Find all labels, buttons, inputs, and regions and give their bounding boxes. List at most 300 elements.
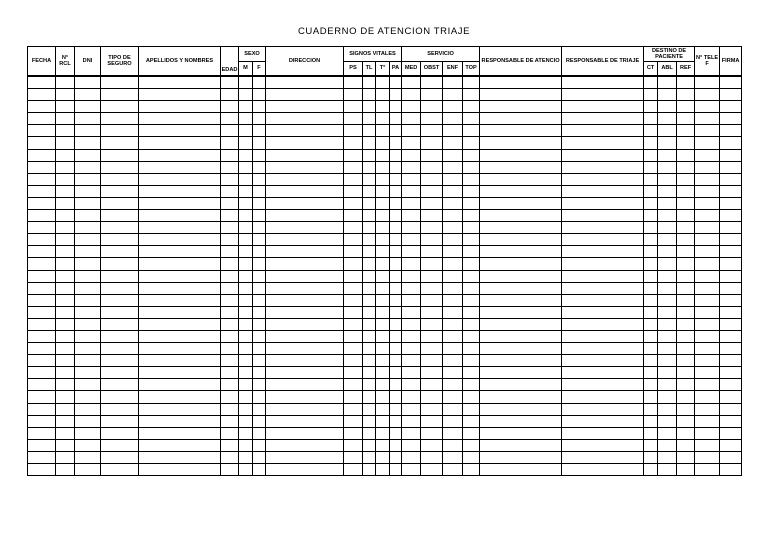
table-cell[interactable]	[421, 197, 443, 209]
table-cell[interactable]	[463, 101, 480, 113]
table-cell[interactable]	[28, 367, 56, 379]
table-cell[interactable]	[266, 330, 344, 342]
table-cell[interactable]	[363, 234, 376, 246]
table-cell[interactable]	[402, 76, 421, 89]
table-cell[interactable]	[344, 210, 363, 222]
table-cell[interactable]	[644, 125, 658, 137]
table-cell[interactable]	[221, 306, 239, 318]
table-cell[interactable]	[363, 330, 376, 342]
table-cell[interactable]	[644, 294, 658, 306]
table-cell[interactable]	[221, 415, 239, 427]
table-cell[interactable]	[363, 137, 376, 149]
table-cell[interactable]	[253, 464, 266, 476]
table-cell[interactable]	[658, 367, 677, 379]
table-cell[interactable]	[363, 464, 376, 476]
table-cell[interactable]	[56, 379, 75, 391]
table-cell[interactable]	[677, 101, 695, 113]
table-cell[interactable]	[101, 113, 139, 125]
table-cell[interactable]	[677, 391, 695, 403]
table-cell[interactable]	[344, 185, 363, 197]
table-cell[interactable]	[28, 451, 56, 463]
table-cell[interactable]	[139, 415, 221, 427]
table-cell[interactable]	[658, 149, 677, 161]
table-cell[interactable]	[402, 89, 421, 101]
table-cell[interactable]	[443, 89, 463, 101]
table-cell[interactable]	[253, 89, 266, 101]
table-cell[interactable]	[443, 367, 463, 379]
table-cell[interactable]	[562, 222, 644, 234]
table-cell[interactable]	[253, 149, 266, 161]
table-cell[interactable]	[363, 76, 376, 89]
table-cell[interactable]	[101, 258, 139, 270]
table-cell[interactable]	[421, 343, 443, 355]
table-cell[interactable]	[101, 197, 139, 209]
table-cell[interactable]	[56, 391, 75, 403]
table-cell[interactable]	[402, 282, 421, 294]
table-cell[interactable]	[363, 210, 376, 222]
table-cell[interactable]	[463, 343, 480, 355]
table-cell[interactable]	[266, 451, 344, 463]
table-cell[interactable]	[266, 76, 344, 89]
table-cell[interactable]	[443, 464, 463, 476]
table-cell[interactable]	[421, 89, 443, 101]
table-cell[interactable]	[463, 246, 480, 258]
table-cell[interactable]	[75, 270, 101, 282]
table-cell[interactable]	[239, 464, 253, 476]
table-cell[interactable]	[677, 173, 695, 185]
table-cell[interactable]	[344, 149, 363, 161]
table-cell[interactable]	[463, 294, 480, 306]
table-cell[interactable]	[390, 185, 402, 197]
table-cell[interactable]	[644, 379, 658, 391]
table-cell[interactable]	[253, 306, 266, 318]
table-cell[interactable]	[239, 222, 253, 234]
table-cell[interactable]	[421, 355, 443, 367]
table-cell[interactable]	[363, 197, 376, 209]
table-cell[interactable]	[376, 330, 390, 342]
table-cell[interactable]	[480, 318, 562, 330]
table-cell[interactable]	[28, 427, 56, 439]
table-cell[interactable]	[644, 246, 658, 258]
table-cell[interactable]	[56, 137, 75, 149]
table-cell[interactable]	[376, 125, 390, 137]
table-cell[interactable]	[421, 318, 443, 330]
table-cell[interactable]	[56, 234, 75, 246]
table-cell[interactable]	[239, 439, 253, 451]
table-cell[interactable]	[390, 149, 402, 161]
table-cell[interactable]	[239, 282, 253, 294]
table-cell[interactable]	[644, 282, 658, 294]
table-cell[interactable]	[720, 330, 742, 342]
table-cell[interactable]	[677, 355, 695, 367]
table-cell[interactable]	[221, 149, 239, 161]
table-cell[interactable]	[720, 185, 742, 197]
table-cell[interactable]	[562, 161, 644, 173]
table-cell[interactable]	[266, 210, 344, 222]
table-cell[interactable]	[644, 258, 658, 270]
table-cell[interactable]	[480, 258, 562, 270]
table-cell[interactable]	[363, 379, 376, 391]
table-cell[interactable]	[562, 258, 644, 270]
table-cell[interactable]	[363, 113, 376, 125]
table-cell[interactable]	[677, 306, 695, 318]
table-cell[interactable]	[376, 246, 390, 258]
table-cell[interactable]	[463, 76, 480, 89]
table-cell[interactable]	[562, 367, 644, 379]
table-cell[interactable]	[56, 318, 75, 330]
table-cell[interactable]	[239, 330, 253, 342]
table-cell[interactable]	[695, 451, 720, 463]
table-cell[interactable]	[390, 197, 402, 209]
table-cell[interactable]	[443, 306, 463, 318]
table-cell[interactable]	[101, 391, 139, 403]
table-cell[interactable]	[75, 125, 101, 137]
table-cell[interactable]	[644, 210, 658, 222]
table-cell[interactable]	[253, 246, 266, 258]
table-cell[interactable]	[677, 246, 695, 258]
table-cell[interactable]	[658, 318, 677, 330]
table-cell[interactable]	[720, 101, 742, 113]
table-cell[interactable]	[363, 125, 376, 137]
table-cell[interactable]	[253, 113, 266, 125]
table-cell[interactable]	[344, 330, 363, 342]
table-cell[interactable]	[677, 427, 695, 439]
table-cell[interactable]	[463, 318, 480, 330]
table-cell[interactable]	[101, 330, 139, 342]
table-cell[interactable]	[677, 258, 695, 270]
table-cell[interactable]	[480, 415, 562, 427]
table-cell[interactable]	[266, 222, 344, 234]
table-cell[interactable]	[56, 294, 75, 306]
table-cell[interactable]	[480, 234, 562, 246]
table-cell[interactable]	[266, 270, 344, 282]
table-cell[interactable]	[695, 343, 720, 355]
table-cell[interactable]	[443, 149, 463, 161]
table-cell[interactable]	[390, 451, 402, 463]
table-cell[interactable]	[344, 306, 363, 318]
table-cell[interactable]	[376, 161, 390, 173]
table-cell[interactable]	[28, 246, 56, 258]
table-cell[interactable]	[390, 113, 402, 125]
table-cell[interactable]	[28, 391, 56, 403]
table-cell[interactable]	[376, 306, 390, 318]
table-cell[interactable]	[402, 258, 421, 270]
table-cell[interactable]	[363, 367, 376, 379]
table-cell[interactable]	[221, 403, 239, 415]
table-cell[interactable]	[253, 125, 266, 137]
table-cell[interactable]	[390, 294, 402, 306]
table-cell[interactable]	[139, 258, 221, 270]
table-cell[interactable]	[480, 306, 562, 318]
table-cell[interactable]	[463, 403, 480, 415]
table-cell[interactable]	[480, 246, 562, 258]
table-cell[interactable]	[677, 210, 695, 222]
table-cell[interactable]	[75, 306, 101, 318]
table-cell[interactable]	[720, 197, 742, 209]
table-cell[interactable]	[28, 403, 56, 415]
table-cell[interactable]	[443, 355, 463, 367]
table-cell[interactable]	[421, 391, 443, 403]
table-cell[interactable]	[402, 161, 421, 173]
table-cell[interactable]	[253, 185, 266, 197]
table-cell[interactable]	[101, 234, 139, 246]
table-cell[interactable]	[695, 294, 720, 306]
table-cell[interactable]	[28, 197, 56, 209]
table-cell[interactable]	[402, 355, 421, 367]
table-cell[interactable]	[720, 76, 742, 89]
table-cell[interactable]	[75, 149, 101, 161]
table-cell[interactable]	[75, 318, 101, 330]
table-cell[interactable]	[376, 403, 390, 415]
table-cell[interactable]	[443, 343, 463, 355]
table-cell[interactable]	[363, 101, 376, 113]
table-cell[interactable]	[677, 464, 695, 476]
table-cell[interactable]	[101, 343, 139, 355]
table-cell[interactable]	[344, 246, 363, 258]
table-cell[interactable]	[390, 125, 402, 137]
table-cell[interactable]	[562, 415, 644, 427]
table-cell[interactable]	[239, 343, 253, 355]
table-cell[interactable]	[253, 101, 266, 113]
table-cell[interactable]	[677, 439, 695, 451]
table-cell[interactable]	[221, 343, 239, 355]
table-cell[interactable]	[695, 258, 720, 270]
table-cell[interactable]	[28, 306, 56, 318]
table-cell[interactable]	[720, 355, 742, 367]
table-cell[interactable]	[28, 101, 56, 113]
table-cell[interactable]	[56, 76, 75, 89]
table-cell[interactable]	[658, 258, 677, 270]
table-cell[interactable]	[363, 355, 376, 367]
table-cell[interactable]	[463, 185, 480, 197]
table-cell[interactable]	[376, 173, 390, 185]
table-cell[interactable]	[75, 403, 101, 415]
table-cell[interactable]	[221, 451, 239, 463]
table-cell[interactable]	[402, 391, 421, 403]
table-cell[interactable]	[139, 197, 221, 209]
table-cell[interactable]	[463, 210, 480, 222]
table-cell[interactable]	[463, 161, 480, 173]
table-cell[interactable]	[344, 161, 363, 173]
table-cell[interactable]	[562, 149, 644, 161]
table-cell[interactable]	[139, 222, 221, 234]
table-cell[interactable]	[644, 113, 658, 125]
table-cell[interactable]	[221, 427, 239, 439]
table-cell[interactable]	[677, 270, 695, 282]
table-cell[interactable]	[28, 89, 56, 101]
table-cell[interactable]	[562, 379, 644, 391]
table-cell[interactable]	[344, 343, 363, 355]
table-cell[interactable]	[101, 89, 139, 101]
table-cell[interactable]	[480, 282, 562, 294]
table-cell[interactable]	[421, 246, 443, 258]
table-cell[interactable]	[253, 161, 266, 173]
table-cell[interactable]	[266, 306, 344, 318]
table-cell[interactable]	[443, 210, 463, 222]
table-cell[interactable]	[480, 391, 562, 403]
table-cell[interactable]	[344, 391, 363, 403]
table-cell[interactable]	[101, 306, 139, 318]
table-cell[interactable]	[266, 379, 344, 391]
table-cell[interactable]	[720, 403, 742, 415]
table-cell[interactable]	[443, 379, 463, 391]
table-cell[interactable]	[75, 367, 101, 379]
table-cell[interactable]	[363, 391, 376, 403]
table-cell[interactable]	[421, 137, 443, 149]
table-cell[interactable]	[658, 161, 677, 173]
table-cell[interactable]	[644, 318, 658, 330]
table-cell[interactable]	[421, 451, 443, 463]
table-cell[interactable]	[443, 270, 463, 282]
table-cell[interactable]	[720, 270, 742, 282]
table-cell[interactable]	[480, 101, 562, 113]
table-cell[interactable]	[421, 173, 443, 185]
table-cell[interactable]	[75, 246, 101, 258]
table-cell[interactable]	[56, 125, 75, 137]
table-cell[interactable]	[644, 439, 658, 451]
table-cell[interactable]	[695, 222, 720, 234]
table-cell[interactable]	[443, 415, 463, 427]
table-cell[interactable]	[443, 451, 463, 463]
table-cell[interactable]	[253, 137, 266, 149]
table-cell[interactable]	[75, 210, 101, 222]
table-cell[interactable]	[253, 367, 266, 379]
table-cell[interactable]	[390, 76, 402, 89]
table-cell[interactable]	[363, 246, 376, 258]
table-cell[interactable]	[344, 258, 363, 270]
table-cell[interactable]	[139, 125, 221, 137]
table-cell[interactable]	[101, 173, 139, 185]
table-cell[interactable]	[139, 113, 221, 125]
table-cell[interactable]	[239, 185, 253, 197]
table-cell[interactable]	[253, 234, 266, 246]
table-cell[interactable]	[139, 403, 221, 415]
table-cell[interactable]	[644, 173, 658, 185]
table-cell[interactable]	[644, 355, 658, 367]
table-cell[interactable]	[239, 427, 253, 439]
table-cell[interactable]	[463, 197, 480, 209]
table-cell[interactable]	[266, 427, 344, 439]
table-cell[interactable]	[101, 101, 139, 113]
table-cell[interactable]	[562, 403, 644, 415]
table-cell[interactable]	[101, 403, 139, 415]
table-cell[interactable]	[139, 306, 221, 318]
table-cell[interactable]	[390, 391, 402, 403]
table-cell[interactable]	[56, 197, 75, 209]
table-cell[interactable]	[480, 343, 562, 355]
table-cell[interactable]	[28, 415, 56, 427]
table-cell[interactable]	[344, 318, 363, 330]
table-cell[interactable]	[480, 294, 562, 306]
table-cell[interactable]	[221, 270, 239, 282]
table-cell[interactable]	[75, 451, 101, 463]
table-cell[interactable]	[28, 125, 56, 137]
table-cell[interactable]	[221, 113, 239, 125]
table-cell[interactable]	[221, 76, 239, 89]
table-cell[interactable]	[463, 439, 480, 451]
table-cell[interactable]	[644, 367, 658, 379]
table-cell[interactable]	[139, 367, 221, 379]
table-cell[interactable]	[695, 306, 720, 318]
table-cell[interactable]	[463, 451, 480, 463]
table-cell[interactable]	[363, 415, 376, 427]
table-cell[interactable]	[376, 113, 390, 125]
table-cell[interactable]	[658, 415, 677, 427]
table-cell[interactable]	[376, 210, 390, 222]
table-cell[interactable]	[463, 282, 480, 294]
table-cell[interactable]	[56, 161, 75, 173]
table-cell[interactable]	[239, 210, 253, 222]
table-cell[interactable]	[562, 306, 644, 318]
table-cell[interactable]	[402, 113, 421, 125]
table-cell[interactable]	[463, 415, 480, 427]
table-cell[interactable]	[720, 173, 742, 185]
table-cell[interactable]	[56, 306, 75, 318]
table-cell[interactable]	[480, 137, 562, 149]
table-cell[interactable]	[376, 76, 390, 89]
table-cell[interactable]	[75, 258, 101, 270]
table-cell[interactable]	[562, 76, 644, 89]
table-cell[interactable]	[56, 149, 75, 161]
table-cell[interactable]	[421, 161, 443, 173]
table-cell[interactable]	[253, 197, 266, 209]
table-cell[interactable]	[28, 258, 56, 270]
table-cell[interactable]	[720, 125, 742, 137]
table-cell[interactable]	[644, 270, 658, 282]
table-cell[interactable]	[75, 282, 101, 294]
table-cell[interactable]	[463, 113, 480, 125]
table-cell[interactable]	[421, 306, 443, 318]
table-cell[interactable]	[421, 222, 443, 234]
table-cell[interactable]	[221, 222, 239, 234]
table-cell[interactable]	[239, 367, 253, 379]
table-cell[interactable]	[443, 391, 463, 403]
table-cell[interactable]	[390, 355, 402, 367]
table-cell[interactable]	[443, 318, 463, 330]
table-cell[interactable]	[266, 234, 344, 246]
table-cell[interactable]	[402, 306, 421, 318]
table-cell[interactable]	[56, 355, 75, 367]
table-cell[interactable]	[677, 113, 695, 125]
table-cell[interactable]	[390, 379, 402, 391]
table-cell[interactable]	[677, 294, 695, 306]
table-cell[interactable]	[562, 318, 644, 330]
table-cell[interactable]	[75, 137, 101, 149]
table-cell[interactable]	[75, 355, 101, 367]
table-cell[interactable]	[75, 222, 101, 234]
table-cell[interactable]	[363, 318, 376, 330]
table-cell[interactable]	[344, 464, 363, 476]
table-cell[interactable]	[376, 379, 390, 391]
table-cell[interactable]	[390, 246, 402, 258]
table-cell[interactable]	[75, 185, 101, 197]
table-cell[interactable]	[253, 210, 266, 222]
table-cell[interactable]	[658, 246, 677, 258]
table-cell[interactable]	[695, 113, 720, 125]
table-cell[interactable]	[677, 379, 695, 391]
table-cell[interactable]	[101, 125, 139, 137]
table-cell[interactable]	[266, 197, 344, 209]
table-cell[interactable]	[658, 282, 677, 294]
table-cell[interactable]	[266, 161, 344, 173]
table-cell[interactable]	[390, 330, 402, 342]
table-cell[interactable]	[421, 367, 443, 379]
table-cell[interactable]	[695, 185, 720, 197]
table-cell[interactable]	[463, 427, 480, 439]
table-cell[interactable]	[421, 234, 443, 246]
table-cell[interactable]	[239, 234, 253, 246]
table-cell[interactable]	[139, 270, 221, 282]
